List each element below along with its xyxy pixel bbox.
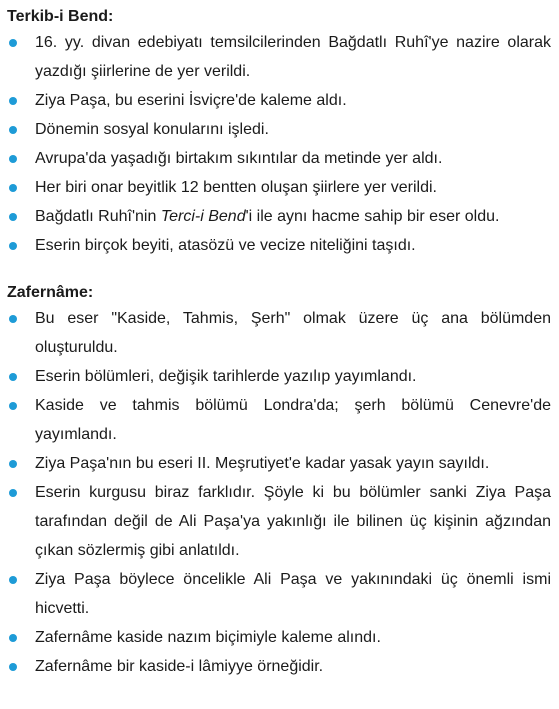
list-item xyxy=(7,449,551,478)
list-item-text: Bu eser "Kaside, Tahmis, Şerh" olmak üzere üç ana bölümden oluşturuldu. xyxy=(35,310,551,356)
list-item-text: Ziya Paşa böylece öncelikle Ali Paşa ve yakınındaki üç önemli ismi hicvetti. xyxy=(35,571,551,617)
list-item xyxy=(7,304,551,362)
section-title: Zafernâme: xyxy=(7,284,94,301)
section-title: Terkib-i Bend: xyxy=(7,8,114,25)
list-item-text: Eserin birçok beyiti, atasözü ve vecize niteliğini taşıdı. xyxy=(35,237,416,254)
list-item-text: Ziya Paşa'nın bu eseri II. Meşrutiyet'e kadar yasak yayın sayıldı. xyxy=(35,455,490,472)
bullet-list xyxy=(7,304,551,681)
list-item-text: Ziya Paşa, bu eserini İsviçre'de kaleme aldı. xyxy=(35,92,347,109)
list-item xyxy=(7,115,551,144)
text-segment: Bağdatlı Ruhî'nin xyxy=(35,208,161,225)
list-item-text: Avrupa'da yaşadığı birtakım sıkıntılar da metinde yer aldı. xyxy=(35,150,443,167)
list-item xyxy=(7,391,551,449)
list-item-text: Kaside ve tahmis bölümü Londra'da; şerh bölümü Cenevre'de yayımlandı. xyxy=(35,397,551,443)
list-item-text: Her biri onar beyitlik 12 bentten oluşan şiirlere yer verildi. xyxy=(35,179,437,196)
list-item-text: Zafernâme bir kaside-i lâmiyye örneğidir. xyxy=(35,658,324,675)
list-item-text: 16. yy. divan edebiyatı temsilcilerinden Bağdatlı Ruhî'ye nazire olarak yazdığı şiirlerine de yer verildi. xyxy=(35,34,551,80)
list-item-text xyxy=(35,208,499,225)
list-item xyxy=(7,28,551,86)
list-item-text: Zafernâme kaside nazım biçimiyle kaleme alındı. xyxy=(35,629,381,646)
list-item xyxy=(7,86,551,115)
text-segment: 'i ile aynı hacme sahip bir eser oldu. xyxy=(245,208,500,225)
list-item xyxy=(7,478,551,565)
section-zafername xyxy=(7,282,551,681)
list-item xyxy=(7,362,551,391)
list-item-text: Dönemin sosyal konularını işledi. xyxy=(35,121,269,138)
italic-work-title: Terci-i Bend xyxy=(160,208,246,225)
bullet-list xyxy=(7,28,551,260)
list-item xyxy=(7,565,551,623)
list-item-text: Eserin kurgusu biraz farklıdır. Şöyle ki bu bölümler sanki Ziya Paşa tarafından değil de Ali Paşa'ya yakınlığı ile bilinen üç kişinin ağzından çıkan sözlermiş gibi anlatıldı. xyxy=(35,484,551,559)
list-item xyxy=(7,173,551,202)
list-item xyxy=(7,231,551,260)
section-terkib-i-bend xyxy=(7,6,551,260)
list-item xyxy=(7,652,551,681)
list-item xyxy=(7,623,551,652)
list-item xyxy=(7,202,551,231)
list-item-text: Eserin bölümleri, değişik tarihlerde yazılıp yayımlandı. xyxy=(35,368,417,385)
list-item xyxy=(7,144,551,173)
